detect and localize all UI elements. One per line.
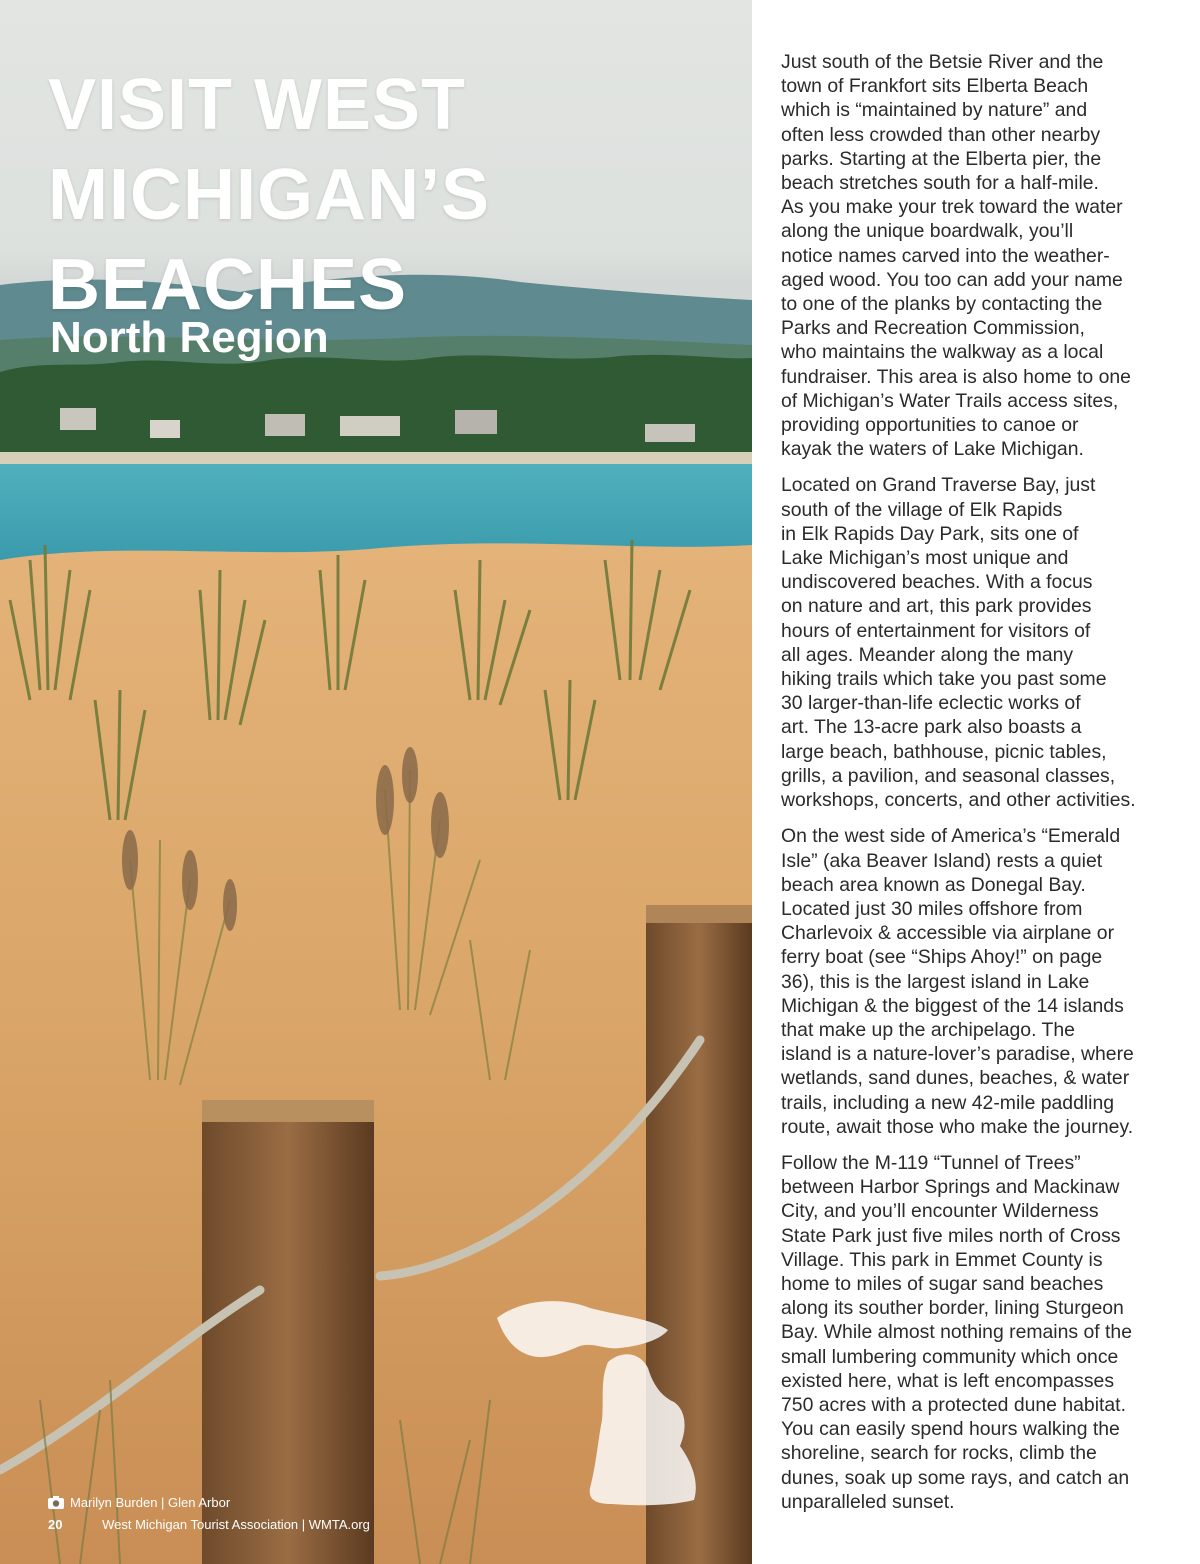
text-line: Michigan & the biggest of the 14 islands [781,994,1124,1017]
text-line: providing opportunities to canoe or [781,414,1079,437]
text-line: undiscovered beaches. With a focus [781,571,1093,594]
text-line: You can easily spend hours walking the [781,1418,1120,1441]
text-line: ferry boat (see “Ships Ahoy!” on page [781,946,1103,969]
text-line: home to miles of sugar sand beaches [781,1272,1104,1295]
text-line: Lake Michigan’s most unique and [781,547,1069,570]
text-line: On the west side of America’s “Emerald [781,825,1121,848]
text-line: who maintains the walkway as a local [781,341,1104,364]
text-line: fundraiser. This area is also home to one [781,365,1131,388]
text-line: small lumbering community which once [781,1345,1119,1368]
text-line: State Park just five miles north of Cross [781,1224,1121,1247]
paragraph-elk-rapids [781,473,1161,812]
text-line: unparalleled sunset. [781,1490,955,1513]
text-line: of Michigan’s Water Trails access sites, [781,389,1119,412]
text-line: to one of the planks by contacting the [781,293,1103,316]
text-line: kayak the waters of Lake Michigan. [781,438,1084,461]
text-line: Located on Grand Traverse Bay, just [781,474,1096,497]
text-line: all ages. Meander along the many [781,643,1074,666]
text-line: Village. This park in Emmet County is [781,1248,1103,1271]
text-line: often less crowded than other nearby [781,123,1101,146]
text-line: City, and you’ll encounter Wilderness [781,1200,1099,1223]
text-line: hours of entertainment for visitors of [781,619,1091,642]
text-line: beach area known as Donegal Bay. [781,873,1086,896]
text-line: Located just 30 miles offshore from [781,897,1083,920]
paragraph-elberta-beach [781,50,1161,461]
page-number: 20 [48,1517,63,1532]
text-line: Isle” (aka Beaver Island) rests a quiet [781,849,1103,872]
text-line: island is a nature-lover’s paradise, where [781,1043,1134,1066]
text-line: shoreline, search for rocks, climb the [781,1442,1097,1465]
region-subtitle: North Region [50,313,329,362]
text-line: between Harbor Springs and Mackinaw [781,1176,1120,1199]
paragraph-beaver-island [781,824,1161,1139]
text-line: Bay. While almost nothing remains of the [781,1321,1132,1344]
photo-credit-text: Marilyn Burden | Glen Arbor [70,1495,231,1510]
page-footer [48,1517,370,1532]
text-line: 750 acres with a protected dune habitat. [781,1393,1126,1416]
text-line: art. The 13-acre park also boasts a [781,716,1082,739]
text-line: route, await those who make the journey. [781,1115,1134,1138]
text-line: 36), this is the largest island in Lake [781,970,1090,993]
text-line: workshops, concerts, and other activities. [781,789,1136,812]
text-line: wetlands, sand dunes, beaches, & water [781,1067,1130,1090]
text-line: Parks and Recreation Commission, [781,317,1085,340]
title-line-2: MICHIGAN’S [48,155,490,235]
text-line: on nature and art, this park provides [781,595,1092,618]
text-line: along the unique boardwalk, you’ll [781,220,1074,243]
text-line: aged wood. You too can add your name [781,268,1123,291]
text-line: town of Frankfort sits Elberta Beach [781,75,1089,98]
text-line: that make up the archipelago. The [781,1018,1075,1041]
text-line: existed here, what is left encompasses [781,1369,1115,1392]
title-line-3: BEACHES [48,245,408,325]
title-line-1: VISIT WEST [48,65,467,145]
text-line: parks. Starting at the Elberta pier, the [781,147,1102,170]
paragraph-wilderness-state-park [781,1151,1161,1514]
camera-icon [48,1496,64,1509]
text-line: which is “maintained by nature” and [781,99,1088,122]
text-line: dunes, soak up some rays, and catch an [781,1466,1130,1489]
text-line: south of the village of Elk Rapids [781,498,1063,521]
photo-credit [48,1495,230,1510]
text-line: large beach, bathhouse, picnic tables, [781,740,1107,763]
article-body [781,50,1161,1526]
text-line: Just south of the Betsie River and the [781,51,1104,73]
publication-name: West Michigan Tourist Association | WMTA.org [102,1517,370,1532]
text-line: along its souther border, lining Sturgeon [781,1297,1124,1320]
text-line: beach stretches south for a half-mile. [781,172,1099,195]
text-line: notice names carved into the weather- [781,244,1110,267]
text-line: Follow the M-119 “Tunnel of Trees” [781,1151,1081,1174]
text-line: trails, including a new 42-mile paddling [781,1091,1115,1114]
text-line: in Elk Rapids Day Park, sits one of [781,522,1079,545]
text-line: grills, a pavilion, and seasonal classes, [781,764,1116,787]
page-title [48,60,490,330]
text-line: hiking trails which take you past some [781,668,1107,691]
text-line: As you make your trek toward the water [781,196,1123,219]
text-line: Charlevoix & accessible via airplane or [781,922,1115,945]
text-line: 30 larger-than-life eclectic works of [781,692,1081,715]
